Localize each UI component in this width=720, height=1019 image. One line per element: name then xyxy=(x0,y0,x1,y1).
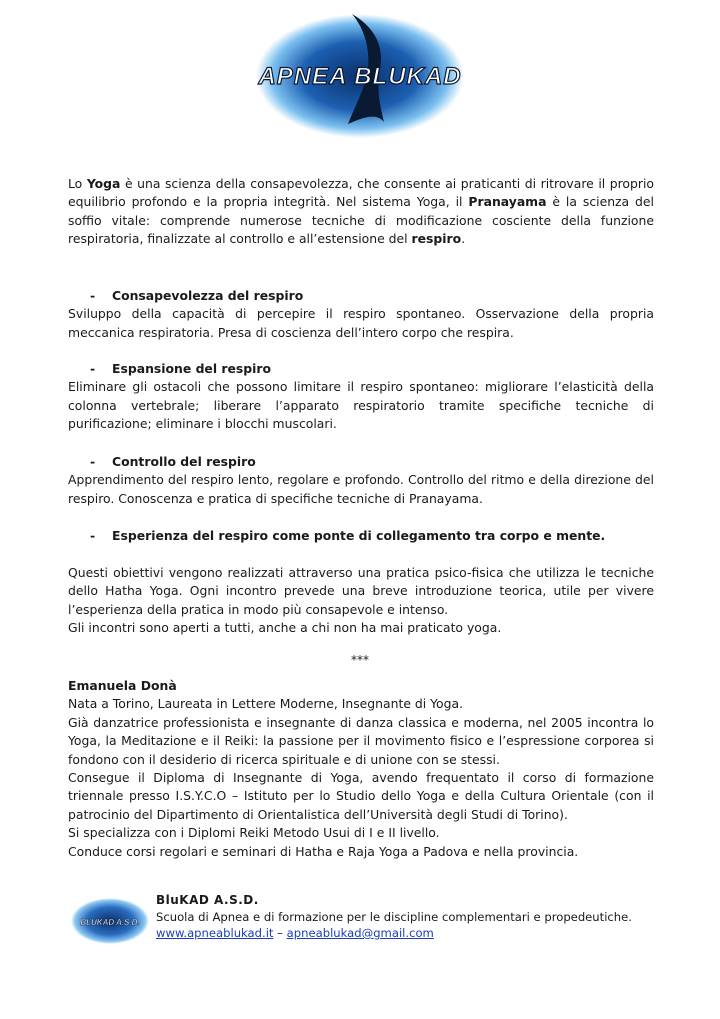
bio-name: Emanuela Donà xyxy=(68,678,177,693)
section-title: Espansione del respiro xyxy=(112,361,272,376)
apnea-blukad-logo xyxy=(252,8,468,140)
logo-text: APNEA BLUKAD xyxy=(258,63,462,90)
term-pranayama: Pranayama xyxy=(468,194,547,210)
closing-paragraph: Questi obiettivi vengono realizzati attraverso una pratica psico-fisica che utilizza le tecniche dello Hatha Yoga. Ogni incontro prevede una breve introduzione teorica, utile per vivere l’esperienza della pratica in modo più consapevole e intenso. Gli incontri sono aperti a tutti, anche a chi non ha mai praticato yoga. xyxy=(68,565,654,636)
section-consapevolezza: - Consapevolezza del respiro Sviluppo della capacità di percepire il respiro spontaneo. Osservazione della propria meccanica respiratoria. Presa di coscienza dell’intero corpo che respira. xyxy=(68,287,654,342)
section-title: Controllo del respiro xyxy=(112,454,256,469)
section-body: Eliminare gli ostacoli che possono limitare il respiro spontaneo: migliorare l’elasticità della colonna vertebrale; liberare l’apparato respiratorio tramite specifiche tecniche di purificazione; eliminare i blocchi muscolari. xyxy=(68,379,654,432)
section-esperienza: - Esperienza del respiro come ponte di collegamento tra corpo e mente. xyxy=(90,528,606,543)
org-name: BluKAD A.S.D. xyxy=(156,893,259,907)
section-title: Esperienza del respiro come ponte di collegamento tra corpo e mente. xyxy=(112,528,606,543)
bio-section: Emanuela Donà Nata a Torino, Laureata in Lettere Moderne, Insegnante di Yoga. Già danzatrice professionista e insegnante di danza classica e moderna, nel 2005 incontra lo Yoga, la Meditazione e il Reiki: la passione per il movimento fisico e l’espressione corporea si fondono con il desiderio di ricerca spirituale e di unione con se stessi. Consegue il Diploma di Insegnante di Yoga, avendo frequentato il corso di formazione triennale presso I.S.Y.C.O – Istituto per lo Studio dello Yoga e della Cultura Orientale (con il patrocinio del Dipartimento di Orientalistica dell’Università degli Studi di Torino). Si specializza con i Diplomi Reiki Metodo Usui di I e II livello. Conduce corsi regolari e seminari di Hatha e Raja Yoga a Padova e nella provincia. xyxy=(68,678,654,859)
website-link[interactable]: www.apneablukad.it xyxy=(156,926,274,940)
footer-logo-text: BLUKAD A.S.D. xyxy=(80,918,140,927)
section-title: Consapevolezza del respiro xyxy=(112,288,304,303)
section-controllo: - Controllo del respiro Apprendimento del respiro lento, regolare e profondo. Controllo del ritmo e della direzione del respiro. Conoscenza e pratica di specifiche tecniche di Pranayama. xyxy=(68,453,654,508)
section-espansione: - Espansione del respiro Eliminare gli ostacoli che possono limitare il respiro spontaneo: migliorare l’elasticità della colonna vertebrale; liberare l’apparato respiratorio tramite specifiche tecniche di purificazione; eliminare i blocchi muscolari. xyxy=(68,360,654,434)
email-link[interactable]: apneablukad@gmail.com xyxy=(286,926,434,940)
section-body: Apprendimento del respiro lento, regolare e profondo. Controllo del ritmo e della direzione del respiro. Conoscenza e pratica di specifiche tecniche di Pranayama. xyxy=(68,472,654,506)
separator: *** xyxy=(351,653,369,667)
section-body: Sviluppo della capacità di percepire il respiro spontaneo. Osservazione della propria meccanica respiratoria. Presa di coscienza dell’intero corpo che respira. xyxy=(68,306,654,340)
blukad-footer-logo xyxy=(70,896,150,946)
intro-paragraph: Lo Yoga è una scienza della consapevolezza, che consente ai praticanti di ritrovare il proprio equilibrio profondo e la propria integrità. Nel sistema Yoga, il Pranayama è la scienza del soffio vitale: comprende numerose tecniche di modificazione cosciente della funzione respiratoria, finalizzate al controllo e all’estensione del respiro. xyxy=(68,176,654,247)
term-yoga: Yoga xyxy=(86,176,121,191)
term-respiro: respiro xyxy=(411,231,462,247)
org-description: Scuola di Apnea e di formazione per le discipline complementari e propedeutiche. xyxy=(156,909,632,924)
footer: BluKAD A.S.D. Scuola di Apnea e di formazione per le discipline complementari e propedeutiche. www.apneablukad.it – apneablukad@gmail.com xyxy=(156,892,656,942)
